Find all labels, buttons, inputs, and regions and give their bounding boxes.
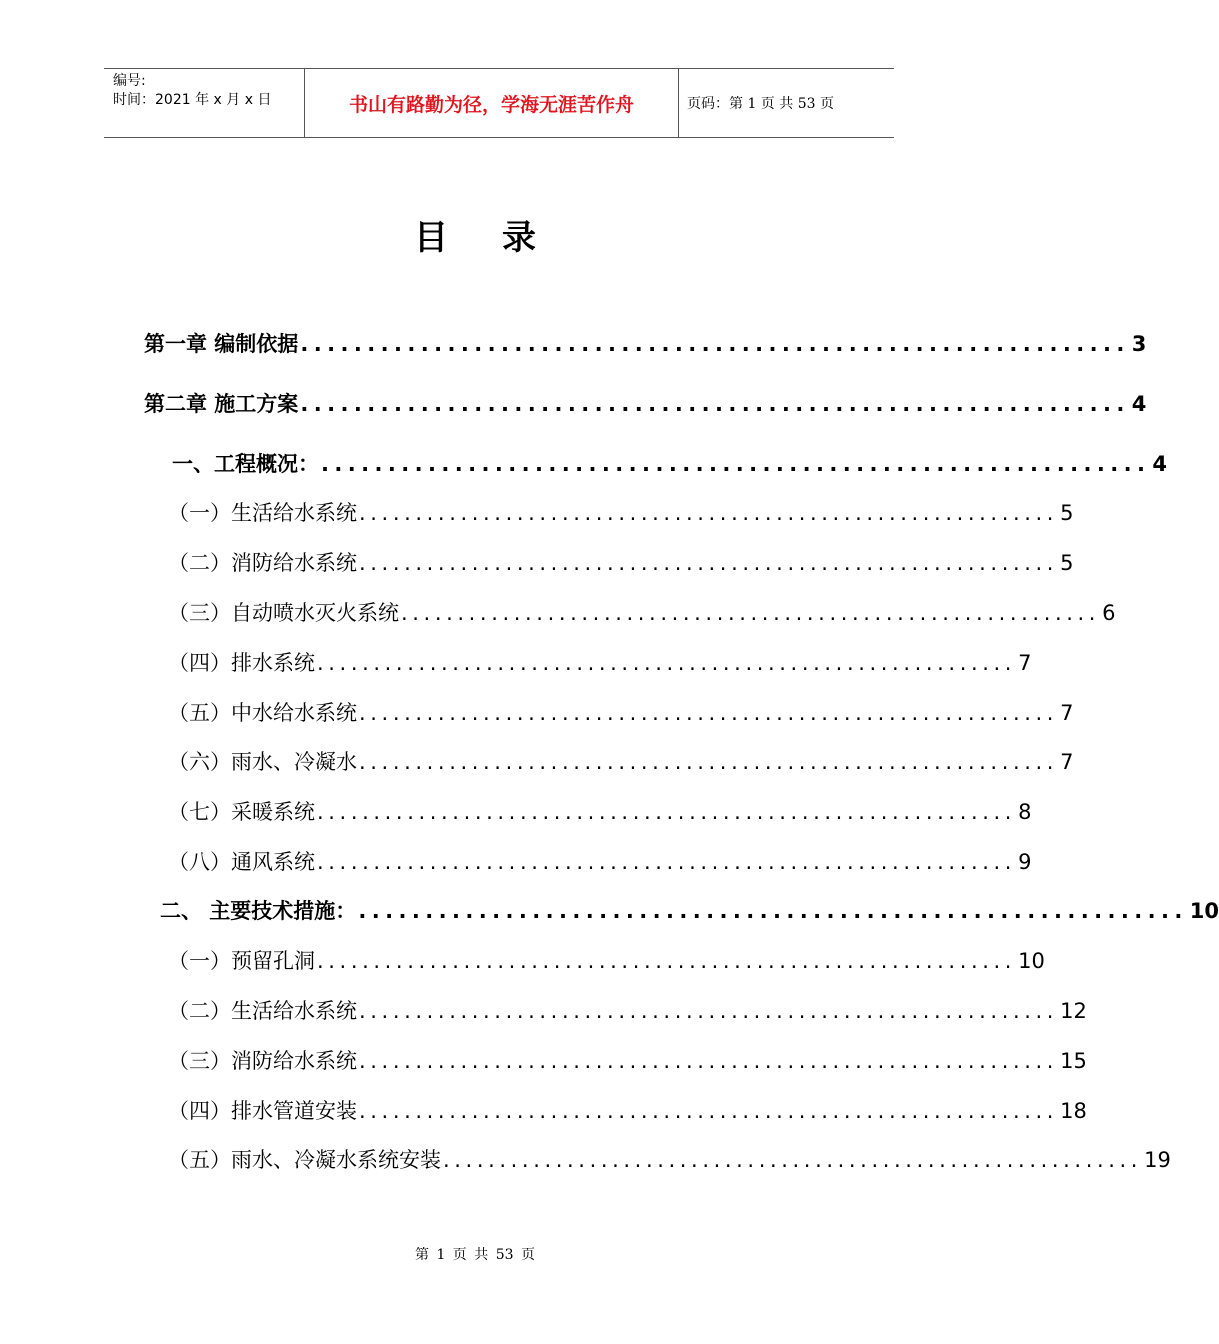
toc-entry[interactable] <box>168 1095 1087 1125</box>
toc-entry[interactable] <box>168 796 1032 826</box>
document-number-label: 编号: <box>113 73 146 89</box>
toc-leader-dots: .............................................................. <box>359 501 1059 525</box>
motto-text: 书山有路勤为径，学海无涯苦作舟 <box>348 93 634 116</box>
toc-leader-dots: .............................................................. <box>317 800 1017 824</box>
toc-entry-page: 15 <box>1060 1049 1087 1073</box>
toc-leader-dots: .............................................................. <box>359 551 1059 575</box>
toc-leader-dots: .............................................................. <box>443 1148 1143 1172</box>
toc-entry-page: 18 <box>1060 1099 1087 1123</box>
page-header <box>104 68 894 138</box>
toc-entry-label: （八）通风系统 <box>168 850 315 874</box>
toc-entry-label: （一）预留孔洞 <box>168 949 315 973</box>
page-footer: 第 1 页 共 53 页 <box>415 1247 535 1263</box>
toc-leader-dots: .............................................................. <box>359 999 1059 1023</box>
toc-leader-dots: .............................................................. <box>317 949 1017 973</box>
header-page-info <box>679 69 894 137</box>
toc-entry-page: 12 <box>1060 999 1087 1023</box>
toc-leader-dots: .............................................................. <box>317 651 1017 675</box>
toc-leader-dots: .............................................................. <box>300 392 1130 416</box>
toc-entry[interactable] <box>168 945 1045 975</box>
toc-leader-dots: .............................................................. <box>359 701 1059 725</box>
toc-entry-page: 8 <box>1018 800 1032 824</box>
toc-entry-label: （二）消防给水系统 <box>168 551 357 575</box>
page-info-text: 页码：第 1 页 共 53 页 <box>687 96 834 112</box>
toc-entry[interactable] <box>168 647 1032 677</box>
page-title: 目录 <box>414 218 590 258</box>
toc-leader-dots: .............................................................. <box>358 899 1188 923</box>
toc-entry[interactable] <box>168 995 1087 1025</box>
toc-entry-page: 6 <box>1102 601 1116 625</box>
toc-entry-label: （四）排水系统 <box>168 651 315 675</box>
toc-entry-label: （四）排水管道安装 <box>168 1099 357 1123</box>
toc-leader-dots: .............................................................. <box>359 1049 1059 1073</box>
toc-entry-label: （七）采暖系统 <box>168 800 315 824</box>
toc-entry[interactable] <box>168 746 1074 776</box>
toc-entry[interactable] <box>144 328 1147 358</box>
toc-entry-label: （六）雨水、冷凝水 <box>168 750 357 774</box>
toc-entry[interactable] <box>168 547 1074 577</box>
toc-entry-page: 7 <box>1018 651 1032 675</box>
toc-entry-page: 10 <box>1189 899 1219 923</box>
toc-entry[interactable] <box>172 448 1168 478</box>
toc-leader-dots: .............................................................. <box>321 452 1151 476</box>
toc-entry[interactable] <box>168 1144 1171 1174</box>
toc-entry-label: （五）雨水、冷凝水系统安装 <box>168 1148 441 1172</box>
toc-entry[interactable] <box>144 388 1147 418</box>
toc-entry-label: 第一章 编制依据 <box>144 332 299 356</box>
toc-entry-label: （一）生活给水系统 <box>168 501 357 525</box>
toc-entry-page: 7 <box>1060 750 1074 774</box>
toc-entry-page: 5 <box>1060 551 1074 575</box>
toc-entry-page: 19 <box>1144 1148 1171 1172</box>
toc-leader-dots: .............................................................. <box>300 332 1130 356</box>
header-meta <box>104 69 305 137</box>
toc-entry-label: 一、工程概况： <box>172 452 319 476</box>
toc-entry-page: 7 <box>1060 701 1074 725</box>
toc-entry-label: （五）中水给水系统 <box>168 701 357 725</box>
toc-entry-page: 5 <box>1060 501 1074 525</box>
toc-entry[interactable] <box>168 697 1074 727</box>
toc-entry-label: （三）自动喷水灭火系统 <box>168 601 399 625</box>
toc-entry[interactable] <box>160 895 1219 925</box>
toc-entry-label: 第二章 施工方案 <box>144 392 299 416</box>
document-date: 时间：2021 年 x 月 x 日 <box>113 92 272 108</box>
toc-leader-dots: .............................................................. <box>359 1099 1059 1123</box>
toc-entry-page: 4 <box>1152 452 1168 476</box>
toc-entry-page: 3 <box>1131 332 1147 356</box>
toc-entry-page: 10 <box>1018 949 1045 973</box>
header-motto <box>305 69 679 137</box>
toc-entry[interactable] <box>168 597 1116 627</box>
toc-leader-dots: .............................................................. <box>359 750 1059 774</box>
toc-leader-dots: .............................................................. <box>401 601 1101 625</box>
toc-entry-label: （三）消防给水系统 <box>168 1049 357 1073</box>
toc-leader-dots: .............................................................. <box>317 850 1017 874</box>
toc-entry-page: 9 <box>1018 850 1032 874</box>
toc-entry-label: （二）生活给水系统 <box>168 999 357 1023</box>
toc-entry[interactable] <box>168 1045 1087 1075</box>
toc-entry-page: 4 <box>1131 392 1147 416</box>
toc-entry[interactable] <box>168 846 1032 876</box>
toc-entry-label: 二、 主要技术措施： <box>160 899 357 923</box>
toc-entry[interactable] <box>168 497 1074 527</box>
